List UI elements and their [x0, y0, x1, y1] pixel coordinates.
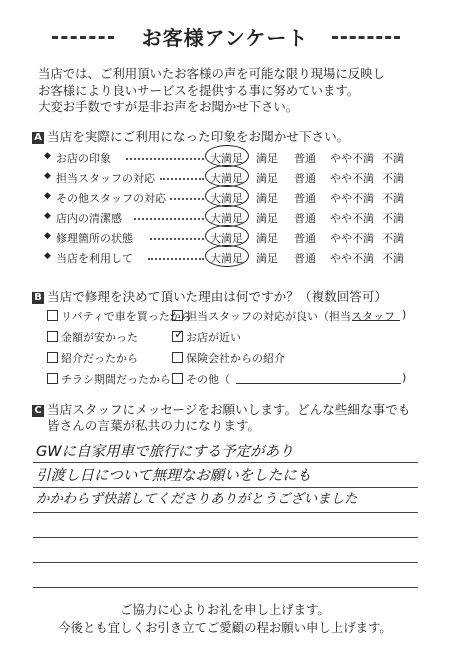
rating-row-label: 修理箇所の状態 — [56, 232, 133, 245]
checkbox[interactable] — [47, 310, 58, 321]
rating-option[interactable]: やや不満 — [330, 172, 374, 185]
choice-other[interactable] — [172, 371, 230, 387]
rating-option[interactable]: 普通 — [294, 232, 316, 245]
checkbox[interactable] — [47, 373, 58, 384]
rating-option[interactable]: 普通 — [294, 172, 316, 185]
choice-flyer[interactable] — [47, 371, 171, 387]
message-rule — [33, 587, 418, 588]
rating-option[interactable]: 不満 — [382, 192, 404, 205]
checkbox[interactable] — [172, 373, 183, 384]
diamond-bullet-icon: ◆ — [44, 171, 51, 181]
message-rule — [33, 462, 418, 463]
rating-option[interactable]: 大満足 — [210, 192, 243, 205]
choice-insurance[interactable] — [172, 350, 285, 366]
choice-nearby[interactable] — [172, 329, 241, 345]
choice-cheap[interactable] — [47, 329, 138, 345]
leader-dots — [134, 218, 204, 220]
checkbox[interactable] — [47, 331, 58, 342]
checkbox[interactable] — [172, 310, 183, 321]
message-rule — [33, 562, 418, 563]
rating-option[interactable]: 満足 — [256, 232, 278, 245]
choice-label: 金額が安かった — [61, 331, 138, 344]
other-reason-line[interactable] — [236, 383, 401, 384]
question-a-text: 当店を実際にご利用になった印象をお聞かせ下さい。 — [47, 129, 350, 144]
intro-text — [38, 66, 438, 116]
rating-option[interactable]: 大満足 — [210, 152, 243, 165]
message-rule — [33, 537, 418, 538]
rating-row-label: お店の印象 — [56, 152, 111, 165]
rating-option[interactable]: 普通 — [294, 152, 316, 165]
choice-label: リバティで車を買ったから — [61, 310, 192, 323]
close-paren: ) — [402, 308, 407, 321]
question-a-letter: A — [32, 132, 44, 144]
footer-thanks: ご協力に心よりお礼を申し上げます。 — [120, 602, 330, 617]
rating-row-label: 店内の清潔感 — [56, 212, 122, 225]
selected-circle-mark — [205, 185, 249, 207]
rating-option[interactable]: 大満足 — [210, 252, 243, 265]
question-b-text: 当店で修理を決めて頂いた理由は何ですか？（複数回答可） — [47, 289, 388, 304]
rating-option[interactable]: 大満足 — [210, 172, 243, 185]
rating-option[interactable]: やや不満 — [330, 152, 374, 165]
rating-option[interactable]: 満足 — [256, 152, 278, 165]
leader-dots — [160, 178, 204, 180]
checkbox-checked[interactable] — [172, 327, 185, 342]
rating-option[interactable]: やや不満 — [330, 212, 374, 225]
leader-dots — [126, 158, 204, 160]
question-b-heading — [32, 286, 387, 305]
rating-option[interactable]: 満足 — [256, 192, 278, 205]
rating-option[interactable]: やや不満 — [330, 232, 374, 245]
rating-option[interactable]: 満足 — [256, 252, 278, 265]
selected-circle-mark — [205, 145, 249, 167]
choice-liberty-purchase[interactable] — [47, 308, 192, 324]
question-c-text-line2: 皆さんの言葉が私共の力になります。 — [47, 418, 261, 433]
diamond-bullet-icon: ◆ — [44, 231, 51, 241]
choice-label: その他（ — [186, 373, 230, 386]
diamond-bullet-icon: ◆ — [44, 191, 51, 201]
choice-label: 紹介だったから — [61, 352, 138, 365]
choice-label: お店が近い — [186, 331, 241, 344]
handwritten-message-line: GWに自家用車で旅行にする予定があり — [36, 444, 294, 460]
selected-circle-mark — [205, 245, 249, 267]
choice-label: 保険会社からの紹介 — [186, 352, 285, 365]
leader-dots — [170, 198, 204, 200]
selected-circle-mark — [205, 205, 249, 227]
rating-option[interactable]: 不満 — [382, 232, 404, 245]
rating-option[interactable]: やや不満 — [330, 252, 374, 265]
selected-circle-mark — [205, 225, 249, 247]
diamond-bullet-icon: ◆ — [44, 211, 51, 221]
handwritten-message-line: 引渡し日について無理なお願いをしたにも — [36, 468, 312, 484]
rating-option[interactable]: 大満足 — [210, 232, 243, 245]
question-c-letter: C — [32, 405, 44, 417]
rating-row — [44, 250, 424, 268]
check-mark-icon: ✓ — [174, 327, 185, 341]
intro-line: 当店では、ご利用頂いたお客様の声を可能な限り現場に反映し — [38, 66, 385, 81]
diamond-bullet-icon: ◆ — [44, 151, 51, 161]
diamond-bullet-icon: ◆ — [44, 251, 51, 261]
handwritten-message-line: かかわらず快諾してくださりありがとうございました — [36, 492, 358, 507]
rating-option[interactable]: 不満 — [382, 172, 404, 185]
staff-name-line[interactable] — [352, 320, 400, 321]
rating-row-label: 担当スタッフの対応 — [56, 172, 155, 185]
close-paren: ) — [402, 371, 407, 384]
question-a-heading — [32, 126, 349, 145]
rating-option[interactable]: 普通 — [294, 212, 316, 225]
rating-option[interactable]: 満足 — [256, 172, 278, 185]
checkbox[interactable] — [172, 352, 183, 363]
rating-row-label: その他スタッフの対応 — [56, 192, 166, 205]
rating-option[interactable]: 不満 — [382, 212, 404, 225]
footer-closing: 今後とも宜しくお引き立てご愛顧の程お願い申し上げます。 — [58, 620, 392, 635]
rating-option[interactable]: 満足 — [256, 212, 278, 225]
question-c-text-line1: 当店スタッフにメッセージをお願いします。どんな些細な事でも — [47, 402, 411, 417]
title-row — [0, 22, 450, 50]
message-rule — [33, 512, 418, 513]
rating-option[interactable]: 普通 — [294, 192, 316, 205]
choice-referral[interactable] — [47, 350, 138, 366]
intro-line: 大変お手数ですが是非お声をお聞かせ下さい。 — [38, 99, 299, 114]
rating-option[interactable]: 普通 — [294, 252, 316, 265]
selected-circle-mark — [205, 165, 249, 187]
choice-label: 担当スタッフの対応が良い（担当スタッフ — [186, 310, 395, 323]
leader-dots — [150, 238, 204, 240]
intro-line: お客様により良いサービスを提供する事に努めています。 — [38, 82, 360, 98]
survey-title: お客様アンケート — [141, 26, 309, 50]
leader-dots — [148, 258, 204, 260]
rating-option[interactable]: 不満 — [382, 252, 404, 265]
checkbox[interactable] — [47, 352, 58, 363]
question-b-letter: B — [32, 292, 44, 304]
choice-label: チラシ期間だったから — [61, 373, 171, 386]
rating-option[interactable]: 大満足 — [210, 212, 243, 225]
rating-row-label: 当店を利用して — [56, 252, 133, 265]
rating-option[interactable]: やや不満 — [330, 192, 374, 205]
choice-staff-good[interactable] — [172, 308, 395, 324]
title-dash-right — [332, 36, 400, 39]
rating-option[interactable]: 不満 — [382, 152, 404, 165]
